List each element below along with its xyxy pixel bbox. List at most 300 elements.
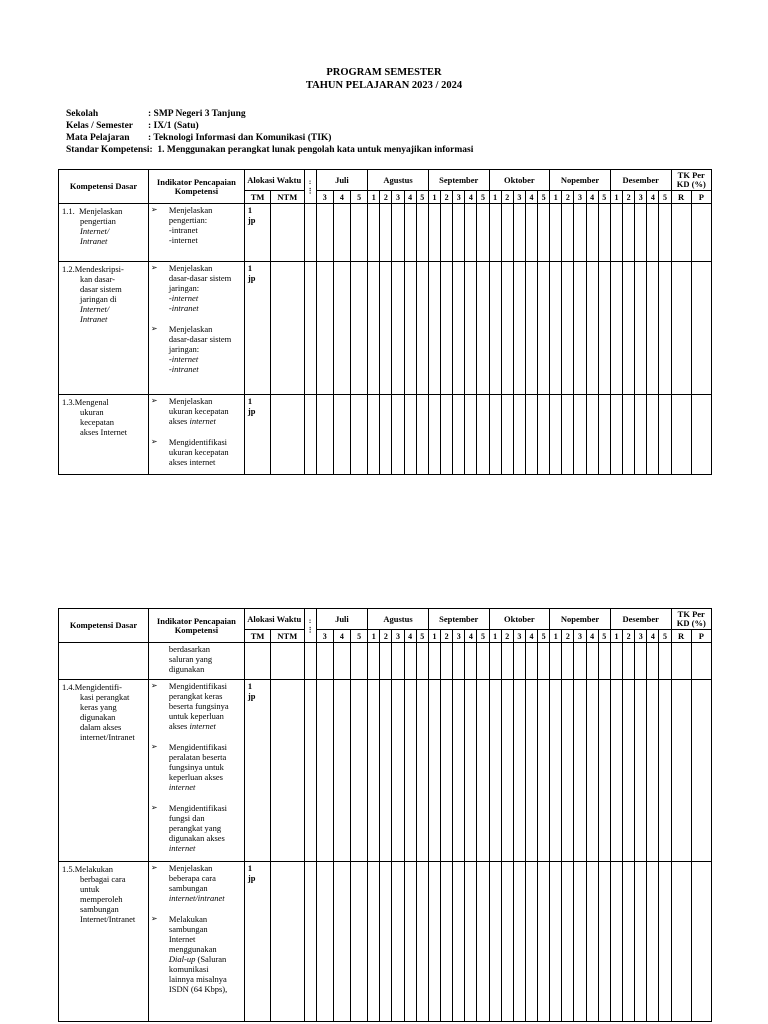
schedule-cell xyxy=(333,862,350,1022)
kd-text: Melakukan xyxy=(74,864,113,874)
schedule-cell xyxy=(404,862,416,1022)
week-number: 2 xyxy=(441,191,453,204)
week-number: 2 xyxy=(441,630,453,643)
schedule-cell xyxy=(574,204,586,262)
schedule-cell xyxy=(501,862,513,1022)
schedule-cell xyxy=(465,862,477,1022)
indikator-cell xyxy=(148,862,244,1022)
schedule-cell xyxy=(316,395,333,475)
schedule-cell xyxy=(392,680,404,862)
header-dots: : ⋮ xyxy=(304,170,316,204)
sekolah-label: Sekolah xyxy=(66,109,99,119)
schedule-cell xyxy=(489,862,501,1022)
schedule-cell xyxy=(489,680,501,862)
week-number: 1 xyxy=(610,630,622,643)
schedule-cell xyxy=(586,680,598,862)
schedule-cell xyxy=(574,395,586,475)
schedule-cell xyxy=(465,204,477,262)
header-month: Nopember xyxy=(550,170,611,191)
schedule-cell xyxy=(416,262,428,395)
schedule-cell xyxy=(647,643,659,680)
week-number: 1 xyxy=(368,630,380,643)
schedule-cell xyxy=(453,262,465,395)
week-number: 3 xyxy=(316,630,333,643)
schedule-cell xyxy=(271,204,304,262)
schedule-cell xyxy=(304,643,316,680)
week-number: 4 xyxy=(404,191,416,204)
schedule-cell xyxy=(316,862,333,1022)
schedule-cell xyxy=(538,680,550,862)
schedule-cell xyxy=(623,643,635,680)
week-number: 2 xyxy=(380,630,392,643)
arrow-bullet-icon: ➢ xyxy=(150,681,158,690)
schedule-cell xyxy=(501,262,513,395)
week-number: 5 xyxy=(598,630,610,643)
schedule-cell xyxy=(271,680,304,862)
schedule-cell xyxy=(477,395,489,475)
schedule-cell xyxy=(501,680,513,862)
week-number: 2 xyxy=(501,191,513,204)
week-number: 4 xyxy=(647,191,659,204)
schedule-cell xyxy=(316,680,333,862)
arrow-bullet-icon: ➢ xyxy=(150,205,158,214)
kd-num: 1.1. xyxy=(62,206,75,216)
kd-line: memperoleh xyxy=(80,894,123,904)
schedule-cell xyxy=(441,262,453,395)
indikator-bullet xyxy=(151,437,242,467)
kd-cell xyxy=(59,643,149,680)
schedule-cell xyxy=(428,204,440,262)
schedule-cell xyxy=(304,204,316,262)
schedule-cell xyxy=(550,204,562,262)
schedule-cell xyxy=(428,862,440,1022)
kd-cell xyxy=(59,680,149,862)
schedule-cell xyxy=(623,862,635,1022)
schedule-cell xyxy=(635,862,647,1022)
schedule-cell xyxy=(380,262,392,395)
header-month: Juli xyxy=(316,170,368,191)
schedule-cell xyxy=(271,643,304,680)
header-month: Agustus xyxy=(368,609,429,630)
tm-value: 1 xyxy=(247,205,253,215)
schedule-cell xyxy=(380,862,392,1022)
schedule-cell xyxy=(671,862,691,1022)
tm-value: 1 xyxy=(247,396,253,406)
indikator-bullet xyxy=(151,396,242,426)
indikator-text: Mengidentifikasi ukuran kecepatan akses internet xyxy=(168,437,229,467)
week-number: 5 xyxy=(350,630,367,643)
schedule-cell xyxy=(441,204,453,262)
schedule-cell xyxy=(428,680,440,862)
schedule-cell xyxy=(623,680,635,862)
week-number: 4 xyxy=(647,630,659,643)
schedule-cell xyxy=(477,862,489,1022)
schedule-cell xyxy=(659,395,671,475)
tm-cell xyxy=(244,862,270,1022)
schedule-cell xyxy=(525,262,537,395)
schedule-cell xyxy=(525,204,537,262)
schedule-cell xyxy=(404,680,416,862)
schedule-cell xyxy=(647,862,659,1022)
schedule-cell xyxy=(316,262,333,395)
table-row xyxy=(59,395,712,475)
kd-line: Internet/ xyxy=(80,304,110,314)
header-row xyxy=(59,170,712,191)
week-number: 3 xyxy=(453,191,465,204)
kd-line: pengertian xyxy=(80,216,116,226)
header-dots: : ⋮ xyxy=(304,609,316,643)
kd-text: Mendeskripsi- xyxy=(74,264,124,274)
indikator-bullet xyxy=(151,324,242,374)
schedule-cell xyxy=(635,680,647,862)
schedule-cell xyxy=(404,643,416,680)
week-number: 5 xyxy=(659,191,671,204)
header-month: Oktober xyxy=(489,170,550,191)
indikator-text: Menjelaskan dasar-dasar sistem jaringan: -internet -intranet xyxy=(168,324,232,374)
page-subtitle: TAHUN PELAJARAN 2023 / 2024 xyxy=(305,80,463,91)
week-number: 1 xyxy=(428,191,440,204)
schedule-cell xyxy=(333,395,350,475)
sk-value: 1. Menggunakan perangkat lunak pengolah kata untuk menyajikan informasi xyxy=(157,145,474,155)
tm-unit: jp xyxy=(247,406,256,416)
schedule-cell xyxy=(610,862,622,1022)
kd-line: dasar sistem xyxy=(80,284,122,294)
schedule-cell xyxy=(350,204,367,262)
kd-line: untuk xyxy=(80,884,100,894)
schedule-cell xyxy=(333,204,350,262)
schedule-cell xyxy=(392,204,404,262)
schedule-cell xyxy=(513,643,525,680)
header-tk: TK Per KD (%) xyxy=(671,170,711,191)
schedule-cell xyxy=(392,862,404,1022)
schedule-cell xyxy=(489,262,501,395)
schedule-cell xyxy=(525,862,537,1022)
indikator-continuation: berdasarkan saluran yang digunakan xyxy=(168,644,213,674)
schedule-cell xyxy=(513,862,525,1022)
schedule-cell xyxy=(350,395,367,475)
week-number: 3 xyxy=(635,630,647,643)
kd-num: 1.5. xyxy=(62,864,75,874)
kd-line: jaringan di xyxy=(80,294,117,304)
indikator-text: Menjelaskan beberapa cara sambungan internet/intranet xyxy=(168,863,225,903)
week-number: 3 xyxy=(392,630,404,643)
schedule-cell xyxy=(598,643,610,680)
week-number: 3 xyxy=(574,191,586,204)
week-number: 2 xyxy=(623,630,635,643)
week-number: 5 xyxy=(477,191,489,204)
week-number: 5 xyxy=(598,191,610,204)
indikator-text: Mengidentifikasi fungsi dan perangkat yang digunakan akses internet xyxy=(168,803,227,853)
tm-unit: jp xyxy=(247,215,256,225)
schedule-cell xyxy=(477,643,489,680)
schedule-cell xyxy=(416,862,428,1022)
schedule-cell xyxy=(671,395,691,475)
kelas-value: : IX/1 (Satu) xyxy=(148,121,199,131)
week-number: 2 xyxy=(562,630,574,643)
header-alokasi: Alokasi Waktu xyxy=(244,609,304,630)
schedule-table-1 xyxy=(58,169,712,475)
schedule-cell xyxy=(647,395,659,475)
schedule-cell xyxy=(441,680,453,862)
schedule-cell xyxy=(659,204,671,262)
schedule-cell xyxy=(368,395,380,475)
schedule-cell xyxy=(538,395,550,475)
schedule-cell xyxy=(316,204,333,262)
arrow-bullet-icon: ➢ xyxy=(150,863,158,872)
schedule-cell xyxy=(368,680,380,862)
schedule-cell xyxy=(574,643,586,680)
schedule-cell xyxy=(513,204,525,262)
schedule-cell xyxy=(562,204,574,262)
kd-line: berbagai cara xyxy=(80,874,126,884)
schedule-cell xyxy=(691,680,711,862)
info-block xyxy=(66,108,473,156)
indikator-bullet xyxy=(151,803,242,853)
schedule-cell xyxy=(489,204,501,262)
schedule-cell xyxy=(428,643,440,680)
kd-num: 1.3. xyxy=(62,397,75,407)
schedule-cell xyxy=(380,204,392,262)
schedule-cell xyxy=(416,680,428,862)
schedule-cell xyxy=(525,395,537,475)
header-indikator: Indikator Pencapaian Kompetensi xyxy=(148,609,244,643)
schedule-cell xyxy=(368,204,380,262)
kd-line: digunakan xyxy=(80,712,116,722)
header-r: R xyxy=(671,630,691,643)
kd-line: ukuran xyxy=(80,407,104,417)
kd-num: 1.4. xyxy=(62,682,75,692)
week-number: 1 xyxy=(428,630,440,643)
week-number: 2 xyxy=(623,191,635,204)
schedule-cell xyxy=(623,262,635,395)
schedule-cell xyxy=(623,204,635,262)
schedule-cell xyxy=(671,680,691,862)
week-number: 5 xyxy=(538,191,550,204)
kd-line: sambungan xyxy=(80,904,119,914)
schedule-cell xyxy=(635,262,647,395)
indikator-cell xyxy=(148,680,244,862)
schedule-cell xyxy=(574,262,586,395)
schedule-cell xyxy=(428,262,440,395)
schedule-cell xyxy=(465,680,477,862)
arrow-bullet-icon: ➢ xyxy=(150,324,158,333)
table-row xyxy=(59,204,712,262)
schedule-cell xyxy=(659,643,671,680)
schedule-cell xyxy=(586,204,598,262)
schedule-cell xyxy=(501,204,513,262)
schedule-cell xyxy=(465,643,477,680)
schedule-cell xyxy=(647,262,659,395)
schedule-cell xyxy=(304,395,316,475)
schedule-cell xyxy=(659,862,671,1022)
indikator-cell xyxy=(148,395,244,475)
kd-line: Internet/Intranet xyxy=(80,914,136,924)
schedule-cell xyxy=(404,262,416,395)
kd-cell xyxy=(59,395,149,475)
header-tm: TM xyxy=(244,630,270,643)
week-number: 4 xyxy=(465,191,477,204)
kelas-label: Kelas / Semester xyxy=(66,121,134,131)
week-number: 4 xyxy=(333,191,350,204)
schedule-cell xyxy=(428,395,440,475)
week-number: 2 xyxy=(380,191,392,204)
kd-cell xyxy=(59,204,149,262)
schedule-cell xyxy=(562,643,574,680)
tm-cell xyxy=(244,680,270,862)
schedule-cell xyxy=(453,204,465,262)
kd-line: kasi perangkat xyxy=(80,692,130,702)
schedule-cell xyxy=(404,395,416,475)
schedule-cell xyxy=(550,643,562,680)
header-month: Agustus xyxy=(368,170,429,191)
schedule-cell xyxy=(610,395,622,475)
indikator-cell xyxy=(148,204,244,262)
schedule-cell xyxy=(513,395,525,475)
schedule-cell xyxy=(453,680,465,862)
kd-line: keras yang xyxy=(80,702,117,712)
tm-value: 1 xyxy=(247,263,253,273)
schedule-cell xyxy=(416,395,428,475)
schedule-cell xyxy=(304,262,316,395)
kd-line: Intranet xyxy=(80,314,108,324)
schedule-cell xyxy=(562,262,574,395)
header-indikator: Indikator Pencapaian Kompetensi xyxy=(148,170,244,204)
schedule-cell xyxy=(392,643,404,680)
schedule-cell xyxy=(562,680,574,862)
indikator-bullet xyxy=(151,742,242,792)
schedule-cell xyxy=(477,680,489,862)
kd-line: akses Internet xyxy=(80,427,127,437)
schedule-cell xyxy=(598,680,610,862)
schedule-table-2 xyxy=(58,608,712,1022)
table-row xyxy=(59,680,712,862)
header-tm: TM xyxy=(244,191,270,204)
schedule-cell xyxy=(691,862,711,1022)
schedule-cell xyxy=(404,204,416,262)
schedule-cell xyxy=(562,395,574,475)
kd-line: internet/Intranet xyxy=(80,732,135,742)
week-number: 3 xyxy=(513,191,525,204)
week-number: 2 xyxy=(562,191,574,204)
schedule-cell xyxy=(538,262,550,395)
kd-text: Menjelaskan xyxy=(79,206,123,216)
schedule-cell xyxy=(304,862,316,1022)
week-number: 4 xyxy=(525,630,537,643)
tm-unit: jp xyxy=(247,273,256,283)
tm-value: 1 xyxy=(247,863,253,873)
schedule-cell xyxy=(574,680,586,862)
header-ntm: NTM xyxy=(271,630,304,643)
arrow-bullet-icon: ➢ xyxy=(150,914,158,923)
header-kd: Kompetensi Dasar xyxy=(59,609,149,643)
schedule-cell xyxy=(465,395,477,475)
indikator-text: Melakukan sambungan Internet menggunakan Dial-up (Saluran komunikasi lainnya misalnya ISDN (64 Kbps), xyxy=(168,914,228,994)
arrow-bullet-icon: ➢ xyxy=(150,803,158,812)
header-alokasi: Alokasi Waktu xyxy=(244,170,304,191)
kd-line: Internet/ xyxy=(80,226,110,236)
schedule-cell xyxy=(416,204,428,262)
schedule-cell xyxy=(691,262,711,395)
kd-text: Mengenal xyxy=(74,397,109,407)
schedule-cell xyxy=(350,862,367,1022)
indikator-bullet xyxy=(151,263,242,313)
schedule-cell xyxy=(550,862,562,1022)
kd-line: Intranet xyxy=(80,236,108,246)
schedule-cell xyxy=(538,862,550,1022)
kd-num: 1.2. xyxy=(62,264,75,274)
schedule-cell xyxy=(598,204,610,262)
schedule-cell xyxy=(586,395,598,475)
schedule-cell xyxy=(392,395,404,475)
tm-cell xyxy=(244,262,270,395)
header-p: P xyxy=(691,630,711,643)
indikator-bullet xyxy=(151,681,242,731)
table-row xyxy=(59,262,712,395)
week-number: 3 xyxy=(453,630,465,643)
schedule-cell xyxy=(380,680,392,862)
schedule-cell xyxy=(513,262,525,395)
header-r: R xyxy=(671,191,691,204)
week-number: 4 xyxy=(333,630,350,643)
schedule-cell xyxy=(550,262,562,395)
table-row xyxy=(59,643,712,680)
week-number: 3 xyxy=(392,191,404,204)
schedule-cell xyxy=(647,204,659,262)
week-number: 1 xyxy=(550,630,562,643)
header-ntm: NTM xyxy=(271,191,304,204)
week-number: 3 xyxy=(316,191,333,204)
schedule-cell xyxy=(271,395,304,475)
schedule-cell xyxy=(635,204,647,262)
week-number: 5 xyxy=(350,191,367,204)
schedule-cell xyxy=(586,862,598,1022)
week-number: 5 xyxy=(477,630,489,643)
schedule-cell xyxy=(416,643,428,680)
schedule-cell xyxy=(271,862,304,1022)
sk-label: Standar Kompetensi: xyxy=(66,145,153,155)
week-number: 5 xyxy=(659,630,671,643)
schedule-cell xyxy=(691,204,711,262)
schedule-cell xyxy=(635,643,647,680)
header-month: Desember xyxy=(610,609,671,630)
week-number: 5 xyxy=(538,630,550,643)
schedule-cell xyxy=(671,643,691,680)
schedule-cell xyxy=(477,204,489,262)
week-number: 1 xyxy=(489,191,501,204)
indikator-bullet xyxy=(151,205,242,245)
schedule-cell xyxy=(562,862,574,1022)
schedule-cell xyxy=(453,643,465,680)
schedule-cell xyxy=(671,262,691,395)
schedule-cell xyxy=(598,395,610,475)
schedule-cell xyxy=(647,680,659,862)
indikator-text: Menjelaskan pengertian: -intranet -internet xyxy=(168,205,213,245)
arrow-bullet-icon: ➢ xyxy=(150,437,158,446)
tm-unit: jp xyxy=(247,691,256,701)
header-p: P xyxy=(691,191,711,204)
sekolah-value: : SMP Negeri 3 Tanjung xyxy=(148,109,246,119)
indikator-text: Menjelaskan dasar-dasar sistem jaringan: -internet -intranet xyxy=(168,263,232,313)
schedule-cell xyxy=(513,680,525,862)
arrow-bullet-icon: ➢ xyxy=(150,263,158,272)
kd-line: dalam akses xyxy=(80,722,122,732)
week-number: 1 xyxy=(368,191,380,204)
kd-cell xyxy=(59,262,149,395)
schedule-cell xyxy=(610,262,622,395)
tm-cell xyxy=(244,643,270,680)
schedule-cell xyxy=(550,395,562,475)
schedule-cell xyxy=(610,204,622,262)
